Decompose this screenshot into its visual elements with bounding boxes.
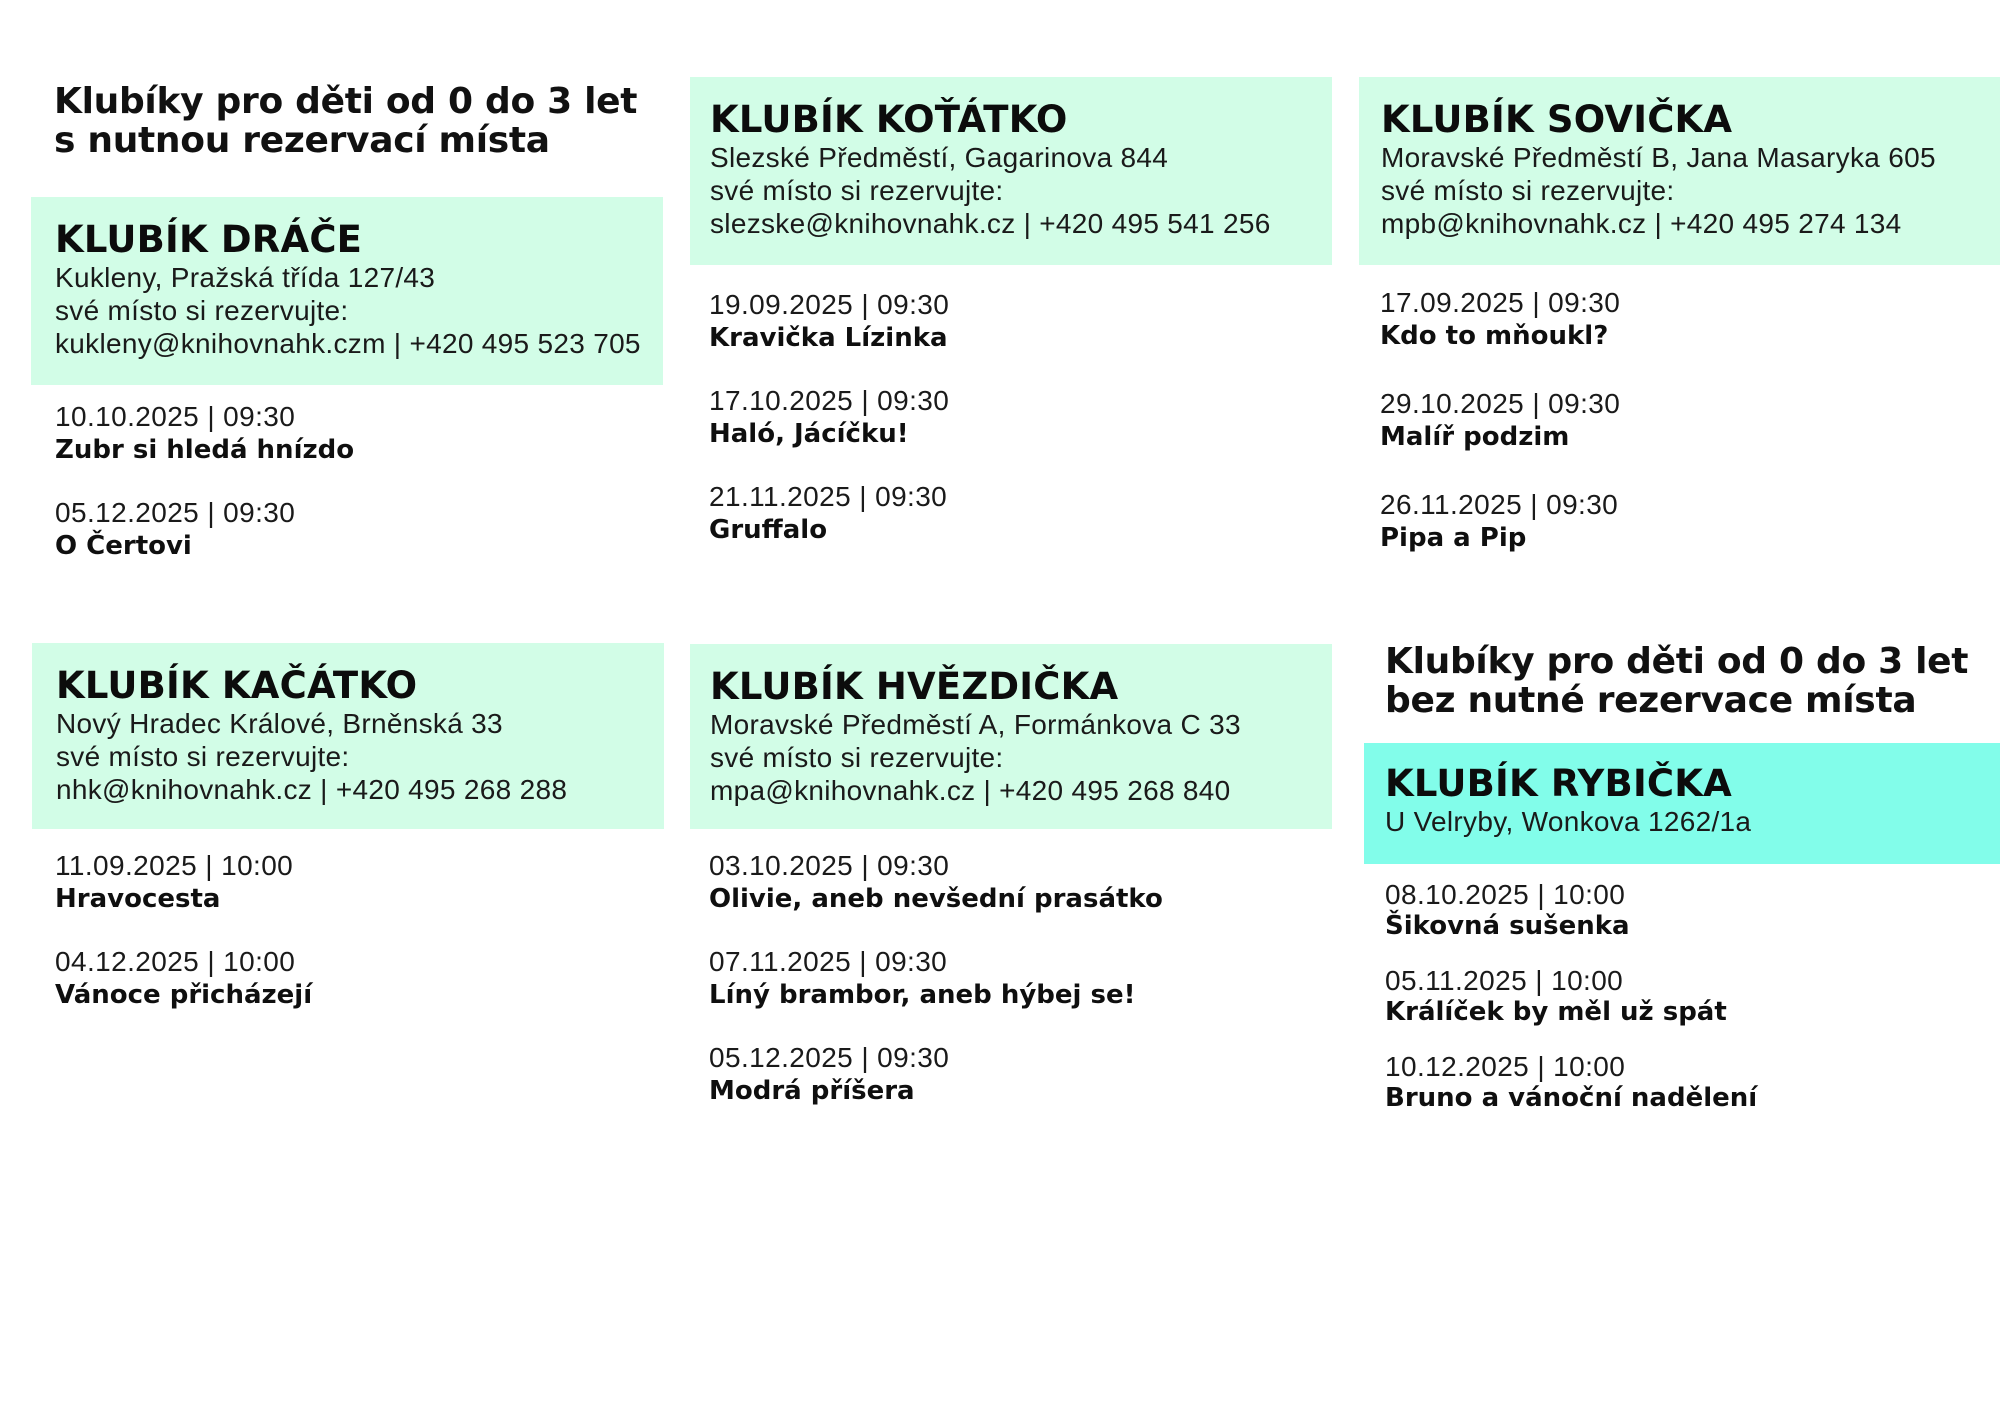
- club-card-sovicka: [1359, 77, 2000, 265]
- club-contact: nhk@knihovnahk.cz | +420 495 268 288: [56, 774, 568, 805]
- event-item: [709, 384, 949, 450]
- event-title: Gruffalo: [709, 515, 828, 545]
- club-address: U Velryby, Wonkova 1262/1a: [1385, 806, 1752, 837]
- club-contact: mpb@knihovnahk.cz | +420 495 274 134: [1381, 208, 1902, 239]
- club-name: KLUBÍK HVĚZDIČKA: [710, 665, 1119, 708]
- event-date: 07.11.2025 | 09:30: [709, 946, 948, 977]
- event-date: 17.09.2025 | 09:30: [1380, 287, 1621, 318]
- club-name: KLUBÍK SOVIČKA: [1381, 98, 1733, 141]
- club-name: KLUBÍK KAČÁTKO: [56, 664, 418, 707]
- event-title: Bruno a vánoční nadělení: [1385, 1083, 1758, 1113]
- club-name: KLUBÍK DRÁČE: [55, 218, 363, 261]
- club-card-kotatko: [690, 77, 1332, 265]
- club-name: KLUBÍK KOŤÁTKO: [710, 98, 1068, 141]
- event-title: Hravocesta: [55, 884, 221, 914]
- heading-unreserved-line-1: Klubíky pro děti od 0 do 3 let: [1385, 641, 1969, 682]
- event-item: [1380, 488, 1620, 554]
- event-title: Olivie, aneb nevšední prasátko: [709, 884, 1163, 914]
- event-date: 19.09.2025 | 09:30: [709, 289, 950, 320]
- event-item: [709, 1041, 1163, 1107]
- event-item: [1385, 1052, 1757, 1114]
- event-list-kacatko: [55, 849, 312, 1041]
- event-title: Šikovná sušenka: [1385, 911, 1630, 941]
- club-contact: kukleny@knihovnahk.czm | +420 495 523 705: [55, 328, 641, 359]
- event-item: [1380, 286, 1620, 352]
- event-date: 03.10.2025 | 09:30: [709, 850, 950, 881]
- event-title: Modrá příšera: [709, 1076, 915, 1106]
- event-item: [1380, 387, 1620, 453]
- event-item: [1385, 880, 1757, 942]
- club-address: Moravské Předměstí B, Jana Masaryka 605: [1381, 142, 1936, 173]
- club-card-kacatko: [32, 643, 664, 829]
- event-title: Pipa a Pip: [1380, 523, 1527, 553]
- event-title: O Čertovi: [55, 531, 192, 561]
- event-date: 21.11.2025 | 09:30: [709, 481, 948, 512]
- reserve-label: své místo si rezervujte:: [710, 742, 1004, 773]
- event-item: [709, 849, 1163, 915]
- heading-reserved-line-1: Klubíky pro děti od 0 do 3 let: [54, 81, 638, 122]
- club-address: Slezské Předměstí, Gagarinova 844: [710, 142, 1169, 173]
- event-item: [709, 288, 949, 354]
- event-date: 04.12.2025 | 10:00: [55, 946, 296, 977]
- club-card-hvezdicka: [690, 644, 1332, 829]
- event-title: Kdo to mňoukl?: [1380, 321, 1609, 351]
- heading-reserved-line-2: s nutnou rezervací místa: [54, 120, 550, 161]
- event-date: 08.10.2025 | 10:00: [1385, 879, 1626, 910]
- club-address: Nový Hradec Králové, Brněnská 33: [56, 708, 503, 739]
- event-date: 29.10.2025 | 09:30: [1380, 388, 1621, 419]
- reserve-label: své místo si rezervujte:: [1381, 175, 1675, 206]
- event-date: 05.12.2025 | 09:30: [55, 497, 296, 528]
- event-title: Králíček by měl už spát: [1385, 997, 1727, 1027]
- event-date: 17.10.2025 | 09:30: [709, 385, 950, 416]
- event-item: [55, 400, 354, 466]
- event-item: [55, 945, 312, 1011]
- event-date: 10.10.2025 | 09:30: [55, 401, 296, 432]
- club-contact: mpa@knihovnahk.cz | +420 495 268 840: [710, 775, 1231, 806]
- event-item: [1385, 966, 1757, 1028]
- event-item: [709, 480, 949, 546]
- heading-unreserved: [1385, 642, 1968, 720]
- event-title: Haló, Jácíčku!: [709, 419, 909, 449]
- event-list-rybicka: [1385, 880, 1757, 1144]
- event-item: [709, 945, 1163, 1011]
- event-list-hvezdicka: [709, 849, 1163, 1137]
- club-name: KLUBÍK RYBIČKA: [1385, 762, 1732, 805]
- event-date: 05.12.2025 | 09:30: [709, 1042, 950, 1073]
- reserve-label: své místo si rezervujte:: [710, 175, 1004, 206]
- club-card-rybicka: [1364, 743, 2000, 864]
- event-item: [55, 496, 354, 562]
- event-date: 05.11.2025 | 10:00: [1385, 965, 1624, 996]
- club-card-drace: [31, 197, 663, 385]
- event-title: Vánoce přicházejí: [55, 980, 313, 1010]
- event-title: Malíř podzim: [1380, 422, 1570, 452]
- event-list-kotatko: [709, 288, 949, 576]
- event-list-sovicka: [1380, 286, 1620, 584]
- event-date: 10.12.2025 | 10:00: [1385, 1051, 1626, 1082]
- event-title: Zubr si hledá hnízdo: [55, 435, 355, 465]
- club-address: Kukleny, Pražská třída 127/43: [55, 262, 436, 293]
- event-date: 11.09.2025 | 10:00: [55, 850, 294, 881]
- event-list-drace: [55, 400, 354, 592]
- club-address: Moravské Předměstí A, Formánkova C 33: [710, 709, 1241, 740]
- event-title: Kravička Lízinka: [709, 323, 948, 353]
- heading-reserved: [54, 82, 637, 160]
- event-date: 26.11.2025 | 09:30: [1380, 489, 1619, 520]
- reserve-label: své místo si rezervujte:: [56, 741, 350, 772]
- event-item: [55, 849, 312, 915]
- event-title: Líný brambor, aneb hýbej se!: [709, 980, 1136, 1010]
- reserve-label: své místo si rezervujte:: [55, 295, 349, 326]
- club-contact: slezske@knihovnahk.cz | +420 495 541 256: [710, 208, 1271, 239]
- heading-unreserved-line-2: bez nutné rezervace místa: [1385, 680, 1917, 721]
